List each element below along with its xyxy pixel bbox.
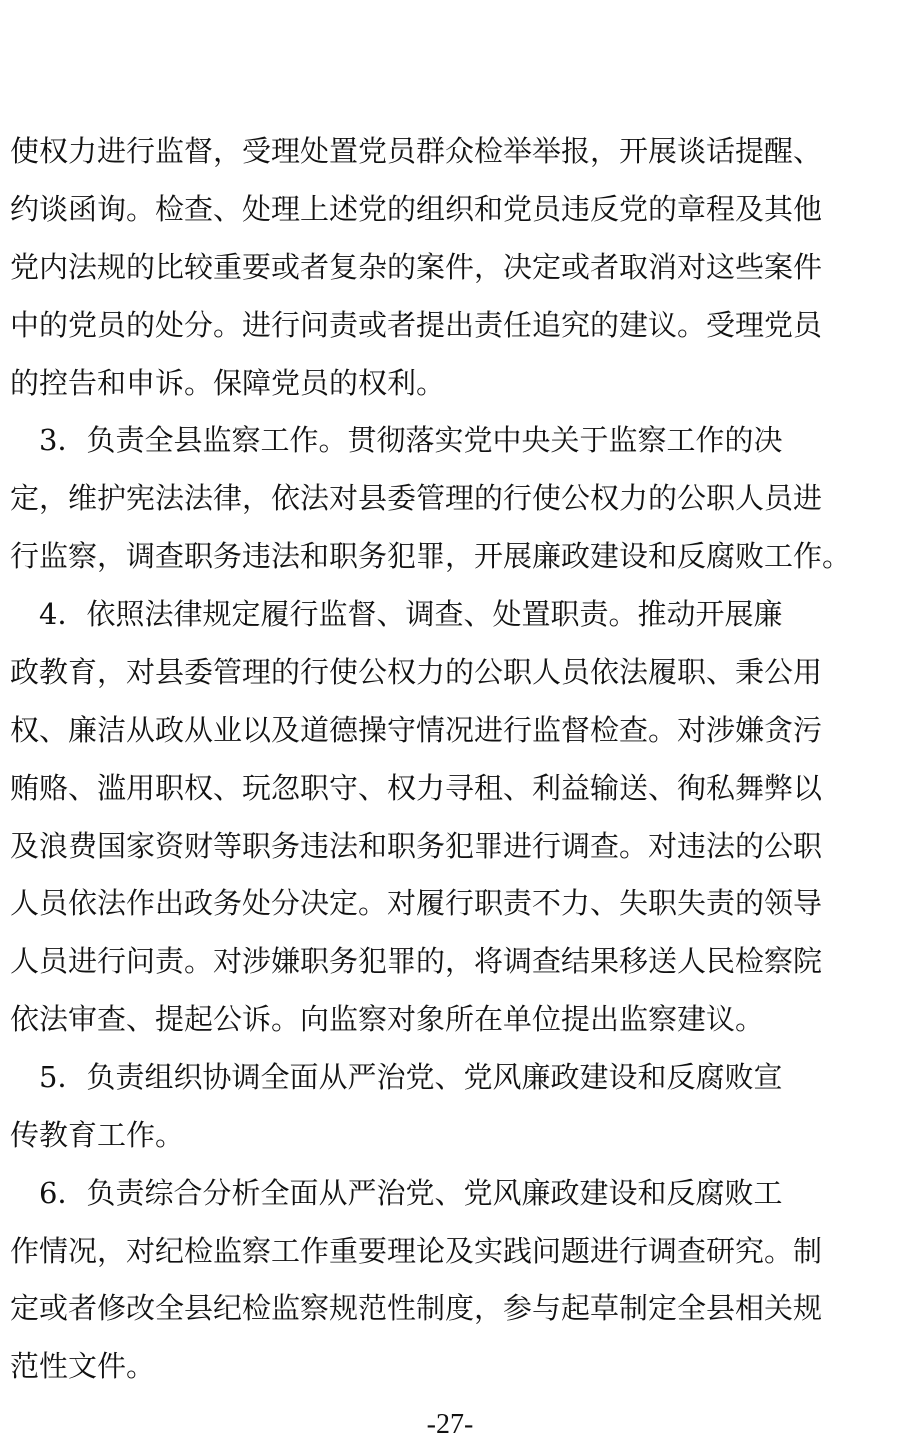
text-line: 行监察，调查职务违法和职务犯罪，开展廉政建设和反腐败工作。 (10, 539, 852, 573)
text-line: 约谈函询。检查、处理上述党的组织和党员违反党的章程及其他 (10, 192, 823, 226)
text-line: 定，维护宪法法律，依法对县委管理的行使公权力的公职人员进 (10, 481, 823, 515)
text-line: 4．依照法律规定履行监督、调查、处置职责。推动开展廉 (10, 597, 783, 631)
text-line: 定或者修改全县纪检监察规范性制度，参与起草制定全县相关规 (10, 1291, 823, 1325)
page-number: -27- (426, 1409, 474, 1440)
text-line: 传教育工作。 (10, 1118, 185, 1152)
text-line: 作情况，对纪检监察工作重要理论及实践问题进行调查研究。制 (10, 1234, 823, 1268)
text-line: 5．负责组织协调全面从严治党、党风廉政建设和反腐败宣 (10, 1060, 783, 1094)
text-line: 范性文件。 (10, 1349, 156, 1383)
text-line: 党内法规的比较重要或者复杂的案件，决定或者取消对这些案件 (10, 250, 823, 284)
text-line: 依法审查、提起公诉。向监察对象所在单位提出监察建议。 (10, 1002, 765, 1036)
text-line: 3．负责全县监察工作。贯彻落实党中央关于监察工作的决 (10, 423, 783, 457)
text-line: 权、廉洁从政从业以及道德操守情况进行监督检查。对涉嫌贪污 (10, 713, 823, 747)
text-line: 及浪费国家资财等职务违法和职务犯罪进行调查。对违法的公职 (10, 829, 823, 863)
text-line: 使权力进行监督，受理处置党员群众检举举报，开展谈话提醒、 (10, 134, 823, 168)
text-line: 的控告和申诉。保障党员的权利。 (10, 366, 446, 400)
text-line: 政教育，对县委管理的行使公权力的公职人员依法履职、秉公用 (10, 655, 823, 689)
text-line: 6．负责综合分析全面从严治党、党风廉政建设和反腐败工 (10, 1176, 783, 1210)
text-line: 贿赂、滥用职权、玩忽职守、权力寻租、利益输送、徇私舞弊以 (10, 771, 823, 805)
text-line: 人员进行问责。对涉嫌职务犯罪的，将调查结果移送人民检察院 (10, 944, 823, 978)
text-line: 中的党员的处分。进行问责或者提出责任追究的建议。受理党员 (10, 308, 823, 342)
text-line: 人员依法作出政务处分决定。对履行职责不力、失职失责的领导 (10, 886, 823, 920)
